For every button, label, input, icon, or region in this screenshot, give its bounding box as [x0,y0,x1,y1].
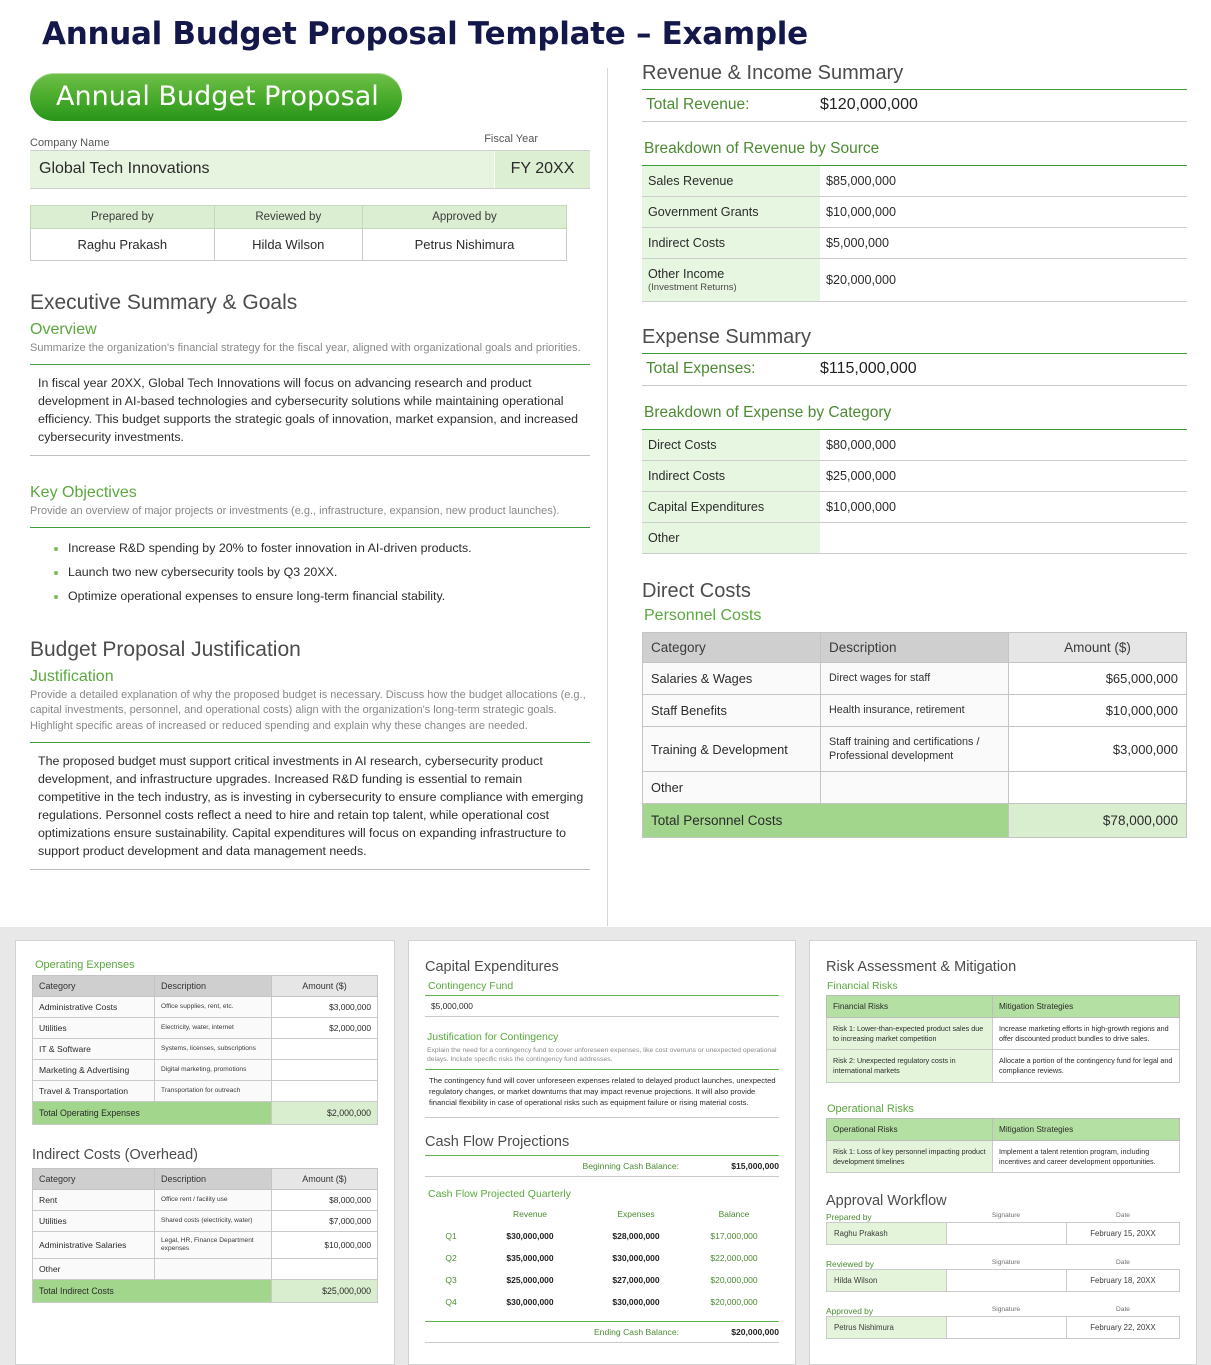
contingency-justification-bottom-rule [425,1117,779,1118]
expense-row-label: Other [642,523,820,554]
revenue-row-label [642,228,820,259]
revenue-row-label [642,166,820,197]
cell-expenses[interactable]: $27,000,000 [612,1274,660,1285]
approval-row-reviewed [826,1269,1180,1292]
beginning-cash-label: Beginning Cash Balance: [582,1160,679,1171]
indirect-costs-table [32,1168,378,1303]
table-header-row [33,1169,378,1190]
table-row [33,1039,378,1060]
total-personnel-amount[interactable]: $78,000,000 [1009,804,1187,838]
column-header-description: Description [155,1169,272,1190]
overview-rule [30,364,590,365]
cell-amount[interactable] [272,1259,378,1280]
table-row [33,1259,378,1280]
column-header-mitigation: Mitigation Strategies [993,1118,1180,1140]
cell-amount[interactable]: $8,000,000 [272,1190,378,1211]
approvers-table [30,205,567,261]
cell-expenses[interactable]: $30,000,000 [612,1252,660,1263]
cell-description[interactable]: Digital marketing, promotions [155,1060,272,1081]
cell-category[interactable]: Marketing & Advertising [33,1060,155,1081]
cell-balance: $17,000,000 [710,1230,758,1241]
cell-category[interactable]: Utilities [33,1211,155,1232]
table-row [33,1018,378,1039]
right-column [642,62,1187,838]
cell-description[interactable]: Office supplies, rent, etc. [155,997,272,1018]
cell-category[interactable]: Utilities [33,1018,155,1039]
cell-category[interactable]: Administrative Costs [33,997,155,1018]
fiscal-year-label: Fiscal Year [484,133,538,145]
cell-revenue[interactable]: $25,000,000 [506,1274,554,1285]
cell-category[interactable]: IT & Software [33,1039,155,1060]
label-sublabel: (Investment Returns) [648,282,737,293]
financial-risks-table [826,995,1180,1083]
revenue-row-value[interactable]: $5,000,000 [820,228,1187,259]
overview-body[interactable]: In fiscal year 20XX, Global Tech Innovations will focus on advancing research and product development in AI-based technologies and cybersecurity solutions while maintaining operational efficiency. This budget supports the strategic goals of innovation, market expansion, and increased cybersecurity investments. [38,376,579,445]
indirect-costs-heading: Indirect Costs (Overhead) [32,1147,199,1163]
table-row [642,259,1187,302]
cell-category[interactable]: Other [643,772,821,804]
beginning-cash-rule [425,1176,779,1177]
cell-mitigation[interactable]: Increase marketing efforts in high-growth regions and offer discounted product bundles to drive sales. [993,1018,1180,1050]
cell-amount[interactable]: $10,000,000 [1009,695,1187,727]
table-row [827,1223,1180,1245]
label-text: Indirect Costs [648,236,725,250]
cell-category[interactable]: Salaries & Wages [643,663,821,695]
column-header-risk: Operational Risks [827,1118,993,1140]
operating-expenses-heading: Operating Expenses [35,959,135,971]
panel-risk-assessment [809,940,1197,1365]
column-header-amount: Amount ($) [1009,633,1187,663]
table-row [33,1190,378,1211]
approver-name[interactable]: Petrus Nishimura [827,1317,947,1339]
fiscal-year-input[interactable]: FY 20XX [495,151,590,189]
table-row [643,695,1187,727]
table-header-row [425,1203,779,1225]
table-row [33,1060,378,1081]
revenue-breakdown-heading: Breakdown of Revenue by Source [644,140,880,157]
ending-cash-label: Ending Cash Balance: [593,1326,679,1337]
total-personnel-label: Total Personnel Costs [643,804,1009,838]
prepared-by-header: Prepared by [31,206,215,229]
cell-quarter: Q2 [445,1252,457,1263]
total-operating-label: Total Operating Expenses [33,1102,272,1125]
revenue-row-label [642,197,820,228]
list-item: • Optimize operational expenses to ensure long-term financial stability. [68,588,590,606]
approval-role-label: Prepared by [826,1212,872,1223]
contingency-justification-heading: Justification for Contingency [427,1031,559,1043]
cell-mitigation[interactable]: Implement a talent retention program, including incentives and career development opportunities. [993,1140,1180,1172]
approval-labels-reviewed [826,1259,1180,1269]
personnel-costs-table [642,632,1187,838]
cell-revenue[interactable]: $35,000,000 [506,1252,554,1263]
total-indirect-amount[interactable]: $25,000,000 [272,1280,378,1303]
list-item: • Launch two new cybersecurity tools by Q3 20XX. [68,564,590,582]
column-header-amount: Amount ($) [272,976,378,997]
table-total-row [643,804,1187,838]
table-row [31,206,567,229]
total-expenses-label: Total Expenses: [646,360,756,377]
approval-date[interactable]: February 18, 20XX [1067,1270,1180,1292]
table-row [33,997,378,1018]
ending-cash-value[interactable]: $20,000,000 [731,1326,779,1337]
total-revenue-row [642,89,1187,122]
total-revenue-label: Total Revenue: [646,96,750,113]
cell-quarter: Q4 [445,1296,457,1307]
table-header-row [827,996,1180,1018]
signature-label: Signature [991,1212,1021,1220]
total-indirect-label: Total Indirect Costs [33,1280,272,1303]
cell-description[interactable]: Legal, HR, Finance Department expenses [155,1232,272,1259]
top-area [0,62,1211,927]
table-row [642,492,1187,523]
column-header-description: Description [155,976,272,997]
expense-breakdown-table [642,429,1187,554]
cell-amount[interactable]: $7,000,000 [272,1211,378,1232]
prepared-by-value[interactable]: Raghu Prakash [31,229,215,261]
table-row [33,1081,378,1102]
direct-costs-heading: Direct Costs [642,580,751,602]
expense-row-label: Direct Costs [642,430,820,461]
signature-field[interactable] [947,1317,1067,1339]
column-header-balance: Balance [718,1208,750,1219]
cell-amount[interactable]: $65,000,000 [1009,663,1187,695]
column-header-expenses: Expenses [617,1208,655,1219]
table-row [642,197,1187,228]
company-field-row [30,150,590,189]
contingency-bottom-rule [425,1016,779,1017]
table-row [425,1269,779,1291]
cell-revenue[interactable]: $30,000,000 [506,1230,554,1241]
cell-expenses[interactable]: $30,000,000 [612,1296,660,1307]
beginning-cash-value[interactable]: $15,000,000 [731,1160,779,1171]
ending-cash-row [425,1322,779,1342]
date-label: Date [1116,1259,1130,1267]
cell-balance: $22,000,000 [710,1252,758,1263]
table-row [827,1270,1180,1292]
total-operating-amount[interactable]: $2,000,000 [272,1102,378,1125]
cell-description[interactable]: Staff training and certifications / Professional development [821,727,1009,772]
signature-label: Signature [991,1306,1021,1314]
bottom-panels-strip [0,927,1211,1365]
cell-amount[interactable]: $2,000,000 [272,1018,378,1039]
cell-description[interactable] [155,1259,272,1280]
objectives-rule [30,527,590,528]
revenue-breakdown-table [642,165,1187,302]
table-header-row [827,1118,1180,1140]
cell-risk[interactable]: Risk 2: Unexpected regulatory costs in international markets [827,1050,993,1082]
column-header-risk: Financial Risks [827,996,993,1018]
approver-name[interactable]: Raghu Prakash [827,1223,947,1245]
cell-category[interactable]: Administrative Salaries [33,1232,155,1259]
label-text: Government Grants [648,205,759,219]
cell-description[interactable] [821,772,1009,804]
list-item: • Increase R&D spending by 20% to foster innovation in AI-driven products. [68,540,590,558]
justification-rule [30,742,590,743]
reviewed-by-value[interactable]: Hilda Wilson [214,229,362,261]
operational-risks-table [826,1118,1180,1173]
cell-category[interactable]: Training & Development [643,727,821,772]
cell-description[interactable]: Shared costs (electricity, water) [155,1211,272,1232]
cell-description[interactable]: Systems, licenses, subscriptions [155,1039,272,1060]
cell-quarter: Q1 [445,1230,457,1241]
total-expenses-row [642,353,1187,386]
left-column [30,62,590,870]
table-row [643,663,1187,695]
table-total-row [33,1280,378,1303]
cell-amount[interactable]: $10,000,000 [272,1232,378,1259]
date-label: Date [1116,1212,1130,1220]
overview-bottom-rule [30,455,590,456]
revenue-row-value[interactable]: $10,000,000 [820,197,1187,228]
approval-labels-approved [826,1306,1180,1316]
cell-balance: $20,000,000 [710,1296,758,1307]
overview-heading: Overview [30,321,97,338]
cell-amount[interactable] [272,1081,378,1102]
contingency-fund-heading: Contingency Fund [428,980,514,992]
capital-expenditures-heading: Capital Expenditures [425,959,559,975]
cell-amount[interactable]: $3,000,000 [272,997,378,1018]
cell-amount[interactable] [272,1039,378,1060]
expense-row-value[interactable] [820,523,1187,554]
company-name-label: Company Name [30,137,110,149]
contingency-fund-value[interactable]: $5,000,000 [431,1001,473,1011]
cell-amount[interactable] [1009,772,1187,804]
column-header-revenue: Revenue [512,1208,548,1219]
expense-row-value[interactable]: $80,000,000 [820,430,1187,461]
date-label: Date [1116,1306,1130,1314]
contingency-justification-body[interactable]: The contingency fund will cover unforeseen expenses related to delayed product launches, unexpected regulatory changes, or market downturns that may impact revenue projections. It will also provide financial flexibility in case of operational risks such as equipment failure or rising material costs. [429,1076,776,1107]
table-row [425,1247,779,1269]
approval-workflow-heading: Approval Workflow [826,1193,947,1210]
table-row [642,228,1187,259]
table-row [33,1232,378,1259]
contingency-justification-rule [425,1069,779,1070]
cell-revenue[interactable]: $30,000,000 [506,1296,554,1307]
table-row [425,1225,779,1247]
expense-row-value[interactable]: $10,000,000 [820,492,1187,523]
table-row [827,1140,1180,1172]
cell-amount[interactable]: $3,000,000 [1009,727,1187,772]
expense-row-label: Indirect Costs [642,461,820,492]
revenue-row-value[interactable]: $20,000,000 [820,259,1187,302]
cell-category[interactable]: Other [33,1259,155,1280]
table-row [642,430,1187,461]
table-row [642,461,1187,492]
approval-date[interactable]: February 22, 20XX [1067,1317,1180,1339]
key-objectives-hint: Provide an overview of major projects or investments (e.g., infrastructure, expansion, new product launches). [30,505,560,518]
approved-by-header: Approved by [362,206,566,229]
table-row [643,772,1187,804]
approval-row-approved [826,1316,1180,1339]
quarterly-heading: Cash Flow Projected Quarterly [428,1187,571,1200]
table-row [425,1291,779,1313]
field-labels-row [30,133,590,147]
column-header-description: Description [821,633,1009,663]
table-row [827,1018,1180,1050]
cell-description[interactable]: Transportation for outreach [155,1081,272,1102]
table-row [827,1317,1180,1339]
expense-summary-heading: Expense Summary [642,326,811,348]
table-row [642,166,1187,197]
table-total-row [33,1102,378,1125]
justification-body[interactable]: The proposed budget must support critical investments in AI research, cybersecurity product development, and infrastructure upgrades. Increased R&D funding is essential to remain competitive in the tech industry, as is investing in cybersecurity to ensure compliance with emerging regulations. Personnel costs reflect a need to hire and retain top talent, while operational cost optimizations ensure sustainability. Capital expenditures will focus on expanding infrastructure to support product development and data management needs. [38,753,584,858]
justification-sub-heading: Justification [30,668,114,686]
expense-row-value[interactable]: $25,000,000 [820,461,1187,492]
cell-mitigation[interactable]: Allocate a portion of the contingency fund for legal and compliance reviews. [993,1050,1180,1082]
table-row [642,523,1187,554]
label-text: Sales Revenue [648,174,734,188]
executive-summary-heading: Executive Summary & Goals [30,291,298,314]
table-row [643,727,1187,772]
panel-operating-expenses [15,940,395,1365]
revenue-row-label [642,259,820,302]
table-row [827,1050,1180,1082]
justification-bottom-rule [30,869,590,870]
cell-category[interactable]: Staff Benefits [643,695,821,727]
expense-breakdown-heading: Breakdown of Expense by Category [644,404,892,421]
revenue-row-value[interactable]: $85,000,000 [820,166,1187,197]
approval-labels-prepared [826,1212,1180,1222]
cell-expenses[interactable]: $28,000,000 [612,1230,660,1241]
approver-name[interactable]: Hilda Wilson [827,1270,947,1292]
table-row [33,1211,378,1232]
operating-expenses-table [32,975,378,1125]
label-text: Other Income [648,267,725,281]
total-revenue-value[interactable]: $120,000,000 [820,96,918,113]
table-header-row [33,976,378,997]
cell-risk[interactable]: Risk 1: Loss of key personnel impacting product development timelines [827,1140,993,1172]
financial-risks-heading: Financial Risks [827,980,898,992]
total-expenses-value[interactable]: $115,000,000 [820,360,917,377]
cell-category[interactable]: Travel & Transportation [33,1081,155,1102]
justification-hint: Provide a detailed explanation of why the proposed budget is necessary. Discuss how the budget allocations (e.g., capital investments, personnel, and operational costs) align with the organization's long-term strategic goals. Highlight specific areas of increased or reduced spending and explain why these changes are needed. [30,689,586,732]
cell-balance: $20,000,000 [710,1274,758,1285]
column-header-category: Category [33,1169,155,1190]
expense-row-label: Capital Expenditures [642,492,820,523]
approval-date[interactable]: February 15, 20XX [1067,1223,1180,1245]
cash-flow-heading: Cash Flow Projections [425,1133,570,1150]
signature-field[interactable] [947,1223,1067,1245]
key-objectives-heading: Key Objectives [30,484,137,502]
signature-field[interactable] [947,1270,1067,1292]
proposal-badge: Annual Budget Proposal [30,73,402,121]
ending-cash-bottom-rule [425,1342,779,1343]
table-row [31,229,567,261]
cell-description[interactable]: Health insurance, retirement [821,695,1009,727]
cell-description[interactable]: Office rent / facility use [155,1190,272,1211]
contingency-justification-hint: Explain the need for a contingency fund to cover unforeseen expenses, like cost overruns or unexpected operational delays. Include specific risks the contingency fund addresses. [427,1047,777,1064]
justification-heading: Budget Proposal Justification [30,638,301,662]
page-title: Annual Budget Proposal Template – Example [42,16,808,52]
column-header-category: Category [643,633,821,663]
cell-amount[interactable] [272,1060,378,1081]
personnel-costs-heading: Personnel Costs [644,607,762,624]
approval-role-label: Reviewed by [826,1259,874,1270]
column-header-mitigation: Mitigation Strategies [993,996,1180,1018]
reviewed-by-header: Reviewed by [214,206,362,229]
company-name-input[interactable]: Global Tech Innovations [30,151,495,189]
table-header-row [643,633,1187,663]
approval-role-label: Approved by [826,1306,874,1317]
column-header-amount: Amount ($) [272,1169,378,1190]
panel-capital-expenditures [408,940,796,1365]
risk-assessment-heading: Risk Assessment & Mitigation [826,959,1017,975]
operational-risks-heading: Operational Risks [827,1102,914,1115]
cell-risk[interactable]: Risk 1: Lower-than-expected product sales due to increasing market competition [827,1018,993,1050]
signature-label: Signature [991,1259,1021,1267]
column-header-category: Category [33,976,155,997]
cell-description[interactable]: Electricity, water, internet [155,1018,272,1039]
overview-hint: Summarize the organization's financial strategy for the fiscal year, aligned with organizational goals and priorities. [30,342,581,354]
key-objectives-list [48,540,590,606]
approval-row-prepared [826,1222,1180,1245]
cell-category[interactable]: Rent [33,1190,155,1211]
beginning-cash-row [425,1156,779,1176]
column-divider [607,68,608,926]
cash-flow-table [425,1203,779,1313]
approved-by-value[interactable]: Petrus Nishimura [362,229,566,261]
revenue-summary-heading: Revenue & Income Summary [642,62,904,84]
cell-description[interactable]: Direct wages for staff [821,663,1009,695]
cell-quarter: Q3 [445,1274,457,1285]
